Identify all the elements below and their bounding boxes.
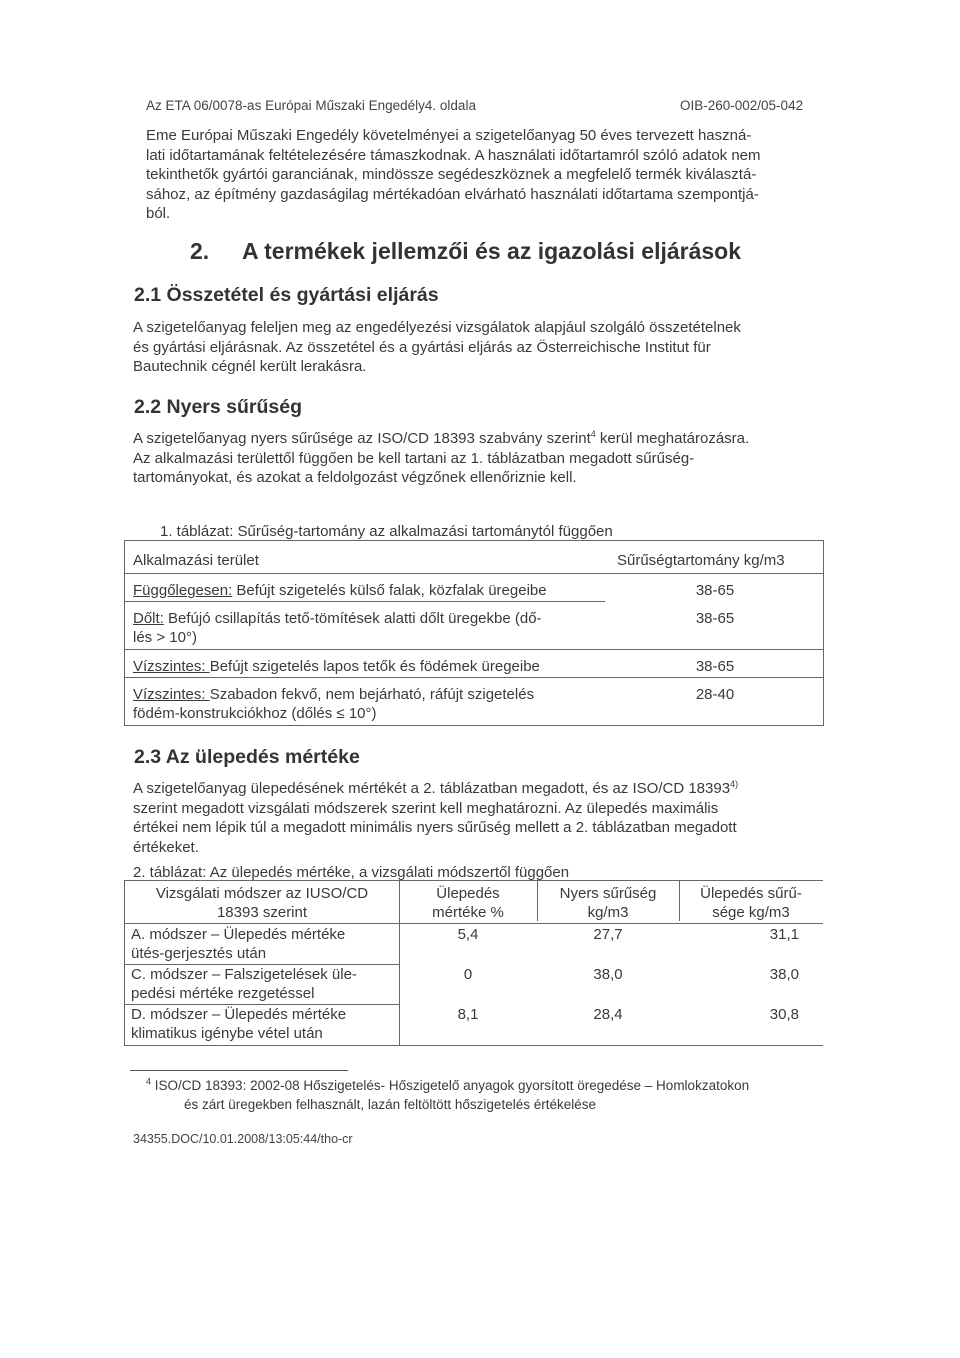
section-2-3-line: értékei nem lépik túl a megadott minimális nyers sűrűség mellett a 2. táblázatban megadott <box>133 819 737 836</box>
table-row <box>133 685 534 704</box>
section-2-3-line: értékeket. <box>133 838 199 856</box>
footnote-line: és zárt üregekben felhasznált, lazán feltöltött hőszigetelés értékelése <box>184 1097 596 1112</box>
intro-line: Eme Európai Műszaki Engedély követelményei a szigetelőanyag 50 éves tervezett haszná- <box>146 127 752 144</box>
section-2-3-line: szerint megadott vizsgálati módszerek szerint kell meghatározni. Az ülepedés maximális <box>133 799 719 817</box>
footnote-ref: 4) <box>730 779 739 789</box>
row-text-continued: lés > 10°) <box>133 629 197 646</box>
table-row <box>133 657 540 676</box>
header-line: sége kg/m3 <box>712 904 790 921</box>
row-text: Befújt szigetelés külső falak, közfalak üregeibe <box>232 582 547 599</box>
section-2-2-line <box>133 429 749 449</box>
settled-density-value: 31,1 <box>769 926 799 943</box>
table-2-header-method <box>125 884 399 922</box>
header-left: Az ETA 06/0078-as Európai Műszaki Engedély4. oldala <box>146 98 476 113</box>
header-line: 18393 szerint <box>216 904 308 921</box>
table-2-header-settled-density <box>679 884 823 922</box>
row-label: Függőlegesen: <box>133 582 233 599</box>
section-2-title: A termékek jellemzői és az igazolási eljárások <box>242 238 742 264</box>
table-1-caption: 1. táblázat: Sűrűség-tartomány az alkalmazási tartománytól függően <box>160 523 613 540</box>
intro-line: sához, az építmény gazdaságilag mértékadóan elvárható használati időtartama szempontjá- <box>146 185 759 203</box>
raw-density-value: 38,0 <box>593 966 623 983</box>
header-line: mértéke % <box>432 904 504 921</box>
table-row <box>131 965 357 1003</box>
table-1-header-density: Sűrűségtartomány kg/m3 <box>617 552 785 569</box>
intro-paragraph <box>146 126 761 224</box>
section-2-3-title: 2.3 Az ülepedés mértéke <box>134 746 360 768</box>
section-2-1-title: 2.1 Összetétel és gyártási eljárás <box>134 284 439 306</box>
table-2-caption: 2. táblázat: Az ülepedés mértéke, a vizsgálati módszertől függően <box>133 864 570 881</box>
header-line: Vizsgálati módszer az IUSO/CD <box>155 885 369 902</box>
section-2-3-paragraph <box>133 779 738 857</box>
table-row <box>131 925 345 963</box>
row-text: Befújt szigetelés lapos tetők és födémek üregeibe <box>209 658 540 675</box>
table-2-header-raw-density <box>537 884 679 922</box>
raw-density-value: 28,4 <box>593 1006 623 1023</box>
section-2-3-line <box>133 779 738 799</box>
method-line: klimatikus igénybe vétel után <box>131 1025 323 1042</box>
section-2-1-line: Bautechnik cégnél került lerakásra. <box>133 358 367 375</box>
row-value: 38-65 <box>695 658 735 675</box>
header-right: OIB-260-002/05-042 <box>680 98 804 113</box>
intro-line: tekinthetők gyártói garanciának, mindössze segédeszköznek a megfelelő termék kiválasztá- <box>146 166 757 183</box>
settling-value: 8,1 <box>457 1006 479 1023</box>
settling-value: 0 <box>463 966 473 983</box>
raw-density-value: 27,7 <box>593 926 623 943</box>
table-2-divider <box>125 923 823 924</box>
table-1 <box>124 540 824 726</box>
method-line: C. módszer – Falszigetelések üle- <box>131 966 357 983</box>
row-value: 28-40 <box>695 686 735 703</box>
section-2-2-title: 2.2 Nyers sűrűség <box>134 396 303 418</box>
section-2-number: 2. <box>190 238 210 264</box>
table-2 <box>124 880 823 1046</box>
table-row <box>133 609 542 628</box>
method-line: ütés-gerjesztés után <box>131 945 267 962</box>
method-line: D. módszer – Ülepedés mértéke <box>131 1006 347 1023</box>
table-1-divider <box>125 573 823 574</box>
section-2-2-line: tartományokat, és azokat a feldolgozást végzőnek ellenőriznie kell. <box>133 469 577 486</box>
footnote-text: ISO/CD 18393: 2002-08 Hőszigetelés- Hőszigetelő anyagok gyorsított öregedése – Homlokzatokon <box>151 1078 750 1093</box>
section-2-1-paragraph <box>133 318 741 377</box>
settling-value: 5,4 <box>457 926 479 943</box>
method-line: A. módszer – Ülepedés mértéke <box>131 926 346 943</box>
section-2-2-line: Az alkalmazási területtől függően be kell tartani az 1. táblázatban megadott sűrűség- <box>133 449 695 467</box>
row-label: Dőlt: <box>133 610 164 627</box>
settled-density-value: 30,8 <box>769 1006 799 1023</box>
table-row <box>133 581 547 600</box>
table-1-header-area: Alkalmazási terület <box>133 552 259 569</box>
row-value: 38-65 <box>695 582 735 599</box>
section-2-1-line: A szigetelőanyag feleljen meg az engedélyezési vizsgálatok alapjául szolgáló összetételnek <box>133 319 741 336</box>
section-2-2-text: A szigetelőanyag nyers sűrűsége az ISO/CD 18393 szabvány szerint <box>133 430 591 447</box>
row-text-continued: födém-konstrukciókhoz (dőlés ≤ 10°) <box>133 705 377 722</box>
section-2-2-paragraph <box>133 429 749 488</box>
section-2-1-line: és gyártási eljárásnak. Az összetétel és a gyártási eljárás az Österreichische Institut für <box>133 338 711 356</box>
document-reference: 34355.DOC/10.01.2008/13:05:44/tho-cr <box>133 1132 353 1146</box>
table-2-header-settling <box>399 884 537 922</box>
method-line: pedési mértéke rezgetéssel <box>131 985 315 1002</box>
table-1-divider <box>125 677 823 678</box>
row-label: Vízszintes: <box>133 658 210 675</box>
table-row <box>131 1005 346 1043</box>
table-1-divider <box>125 601 605 602</box>
footnote <box>146 1076 749 1114</box>
row-label: Vízszintes: <box>133 686 210 703</box>
header-line: Nyers sűrűség <box>559 885 657 902</box>
footnote-ref: 4 <box>590 429 596 439</box>
row-text: Befújó csillapítás tető-tömítések alatti dőlt üregekbe (dő- <box>163 610 542 627</box>
header-line: Ülepedés sűrű- <box>700 885 802 902</box>
footnote-line <box>146 1076 749 1095</box>
footnote-mark: 4 <box>146 1076 152 1087</box>
section-2-3-text: A szigetelőanyag ülepedésének mértékét a 2. táblázatban megadott, és az ISO/CD 18393 <box>133 780 731 797</box>
intro-line: lati időtartamának feltételezésére támaszkodnak. A használati időtartamról szóló adatok nem <box>146 146 761 164</box>
table-1-divider <box>125 649 823 650</box>
header-line: kg/m3 <box>587 904 629 921</box>
footnote-separator <box>130 1070 348 1071</box>
section-2-2-text: kerül meghatározásra. <box>595 430 750 447</box>
settled-density-value: 38,0 <box>769 966 799 983</box>
intro-line: ból. <box>146 205 171 222</box>
row-value: 38-65 <box>695 610 735 627</box>
header-line: Ülepedés <box>436 885 500 902</box>
row-text: Szabadon fekvő, nem bejárható, ráfújt szigetelés <box>209 686 535 703</box>
